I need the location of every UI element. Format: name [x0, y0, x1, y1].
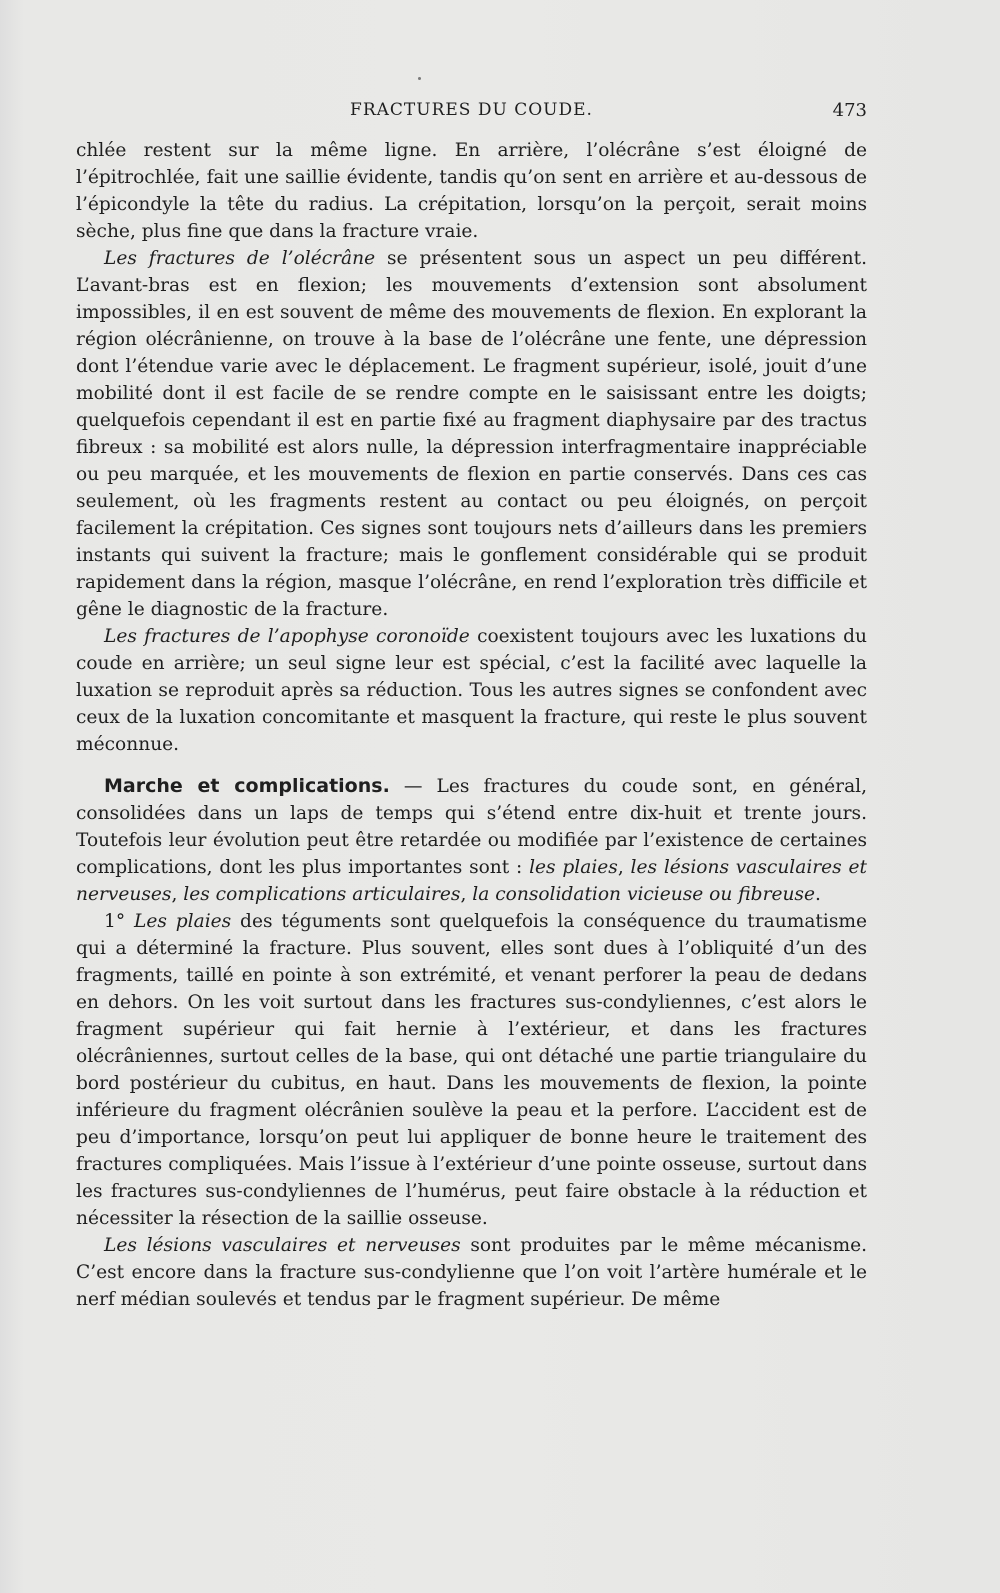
lesions-text: sont produites par le même mécanisme. C’est encore dans la fracture sus-condylienne que l’on voit l’artère humérale et le nerf médian soulevés et tendus par le fragment supérieur. De même [76, 1235, 867, 1310]
page-number: 473 [832, 100, 867, 121]
paragraph-1-text: chlée restent sur la même ligne. En arrière, l’olécrâne s’est éloigné de l’épitrochlée, fait une saillie évidente, tandis qu’on sent en arrière et au-dessous de l’épicondyle la tête du radius. La crépitation, lorsqu’on la perçoit, serait moins sèche, plus fine que dans la fracture vraie. [76, 140, 867, 242]
olecranon-heading: Les fractures de l’olécrâne [104, 248, 376, 269]
coronoid-heading: Les fractures de l’apophyse coronoïde [104, 626, 470, 647]
complication-lesions: les lésions vasculaires et nerveuses [76, 857, 867, 905]
page-body [76, 137, 867, 1313]
plaies-text: des téguments sont quelquefois la conséquence du traumatisme qui a déterminé la fracture. Plus souvent, elles sont dues à l’obliquité d’un des fragments, taillé en pointe à son extrémité, et venant perforer la peau de dedans en dehors. On les voit surtout dans les fractures sus-condyliennes, c’est alors le fragment supérieur qui fait hernie à l’extérieur, et dans les fractures olécrâniennes, surtout celles de la base, qui ont détaché une partie triangulaire du bord postérieur du cubitus, en haut. Dans les mouvements de flexion, la pointe inférieure du fragment olécrânien soulève la peau et la perfore. L’accident est de peu d’importance, lorsqu’on peut lui appliquer de bonne heure le traitement des fractures compliquées. Mais l’issue à l’extérieur d’une pointe osseuse, surtout dans les fractures sus-condyliennes de l’humérus, peut faire obstacle à la réduction et nécessiter la résection de la saillie osseuse. [76, 911, 868, 1229]
complication-plaies: les plaies [529, 857, 618, 878]
running-title: FRACTURES DU COUDE. [350, 100, 593, 120]
plaies-heading: Les plaies [134, 911, 232, 932]
complications-text-a: — Les fractures du coude sont, en général, consolidées dans un laps de temps qui s’étend entre dix-huit et trente jours. Toutefois leur évolution peut être retardée ou modifiée par l’existence de certaines complications, dont les plus importantes sont : [76, 776, 868, 878]
paragraph-lesions [76, 1232, 867, 1313]
print-speck [418, 77, 421, 80]
complications-sep-2: , [171, 884, 184, 905]
page-header [76, 100, 867, 128]
complications-sep-3: , [460, 884, 473, 905]
complication-consolidation: la consolidation vicieuse ou fibreuse [472, 884, 815, 905]
paragraph-coronoid [76, 623, 867, 758]
complication-articulaires: les complications articulaires [183, 884, 461, 905]
section-heading: Marche et complications. [104, 775, 390, 797]
paragraph-1 [76, 137, 867, 245]
coronoid-text: coexistent toujours avec les luxations du coude en arrière; un seul signe leur est spécial, c’est la facilité avec laquelle la luxation se reproduit après sa réduction. Tous les autres signes se confondent avec ceux de la luxation concomitante et masquent la fracture, qui reste le plus souvent méconnue. [76, 626, 868, 755]
complications-sep-1: , [617, 857, 631, 878]
plaies-number: 1° [104, 911, 134, 932]
paragraph-plaies [76, 908, 867, 1232]
lesions-heading: Les lésions vasculaires et nerveuses [104, 1235, 461, 1256]
paragraph-olecranon [76, 245, 867, 623]
complications-end: . [814, 884, 821, 905]
olecranon-text: se présentent sous un aspect un peu différent. L’avant-bras est en flexion; les mouvements d’extension sont absolument impossibles, il en est souvent de même des mouvements de flexion. En explorant la région olécrânienne, on trouve à la base de l’olécrâne une fente, une dépression dont l’étendue varie avec le déplacement. Le fragment supérieur, isolé, jouit d’une mobilité dont il est facile de se rendre compte en le saisissant entre les doigts; quelquefois cependant il est en partie fixé au fragment diaphysaire par des tractus fibreux : sa mobilité est alors nulle, la dépression interfragmentaire inappréciable ou peu marquée, et les mouvements de flexion en partie conservés. Dans ces cas seulement, où les fragments restent au contact ou peu éloignés, on perçoit facilement la crépitation. Ces signes sont toujours nets d’ailleurs dans les premiers instants qui suivent la fracture; mais le gonflement considérable qui se produit rapidement dans la région, masque l’olécrâne, en rend l’exploration très difficile et gêne le diagnostic de la fracture. [76, 248, 867, 620]
paragraph-complications [76, 773, 867, 908]
